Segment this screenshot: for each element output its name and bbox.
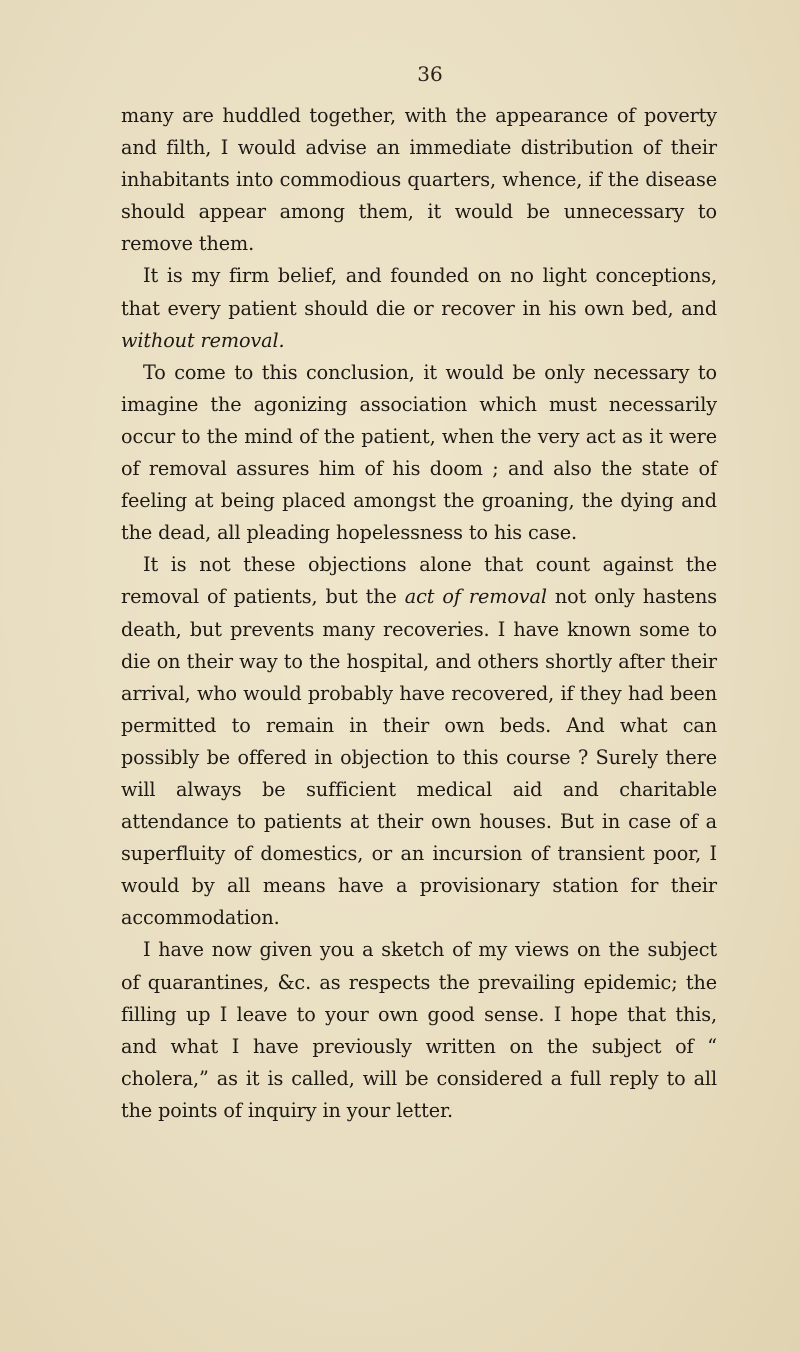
- paragraph-4-text-after: not only hastens death, but prevents many recoveries. I have known some to die on their way to the hospital, and others shortly after their arrival, who would probably have recovered, if they had been permitted to remain in their own beds. And what can possibly be offered in objection to this course ? Surely there will always be sufficient medical aid and charitable attendance to patients at their own houses. But in case of a superfluity of domestics, or an incursion of transient poor, I would by all means have a provisionary station for their accommodation.: [121, 585, 717, 930]
- paragraph-5: I have now given you a sketch of my views on the subject of quarantines, &c. as respects the prevailing epidemic; the filling up I leave to your own good sense. I hope that this, and what I have previously written on the subject of “ cholera,” as it is called, will be considered a full reply to all the points of inquiry in your letter.: [121, 938, 717, 1122]
- paragraph-4-emphasis: act of removal: [404, 585, 547, 609]
- body-text: [121, 100, 717, 1127]
- paragraph-1: many are huddled together, with the appearance of poverty and filth, I would advise an immediate distribution of their inhabitants into commodious quarters, whence, if the disease should appear among them, it would be unnecessary to remove them.: [121, 104, 717, 256]
- paragraph-2-text: It is my firm belief, and founded on no light conceptions, that every patient should die or recover in his own bed, and: [121, 264, 717, 320]
- paragraph-3: To come to this conclusion, it would be only necessary to imagine the agonizing association which must necessarily occur to the mind of the patient, when the very act as it were of removal assures him of his doom ; and also the state of feeling at being placed amongst the groaning, the dying and the dead, all pleading hopelessness to his case.: [121, 360, 717, 545]
- paragraph-2: [121, 260, 717, 356]
- page-number: 36: [417, 62, 443, 86]
- paragraph-2-emphasis: without removal.: [121, 328, 285, 352]
- paragraph-4: [121, 549, 717, 934]
- paragraph-4-text-before: It is not these objections alone that count against the removal of patients, but the: [121, 553, 717, 609]
